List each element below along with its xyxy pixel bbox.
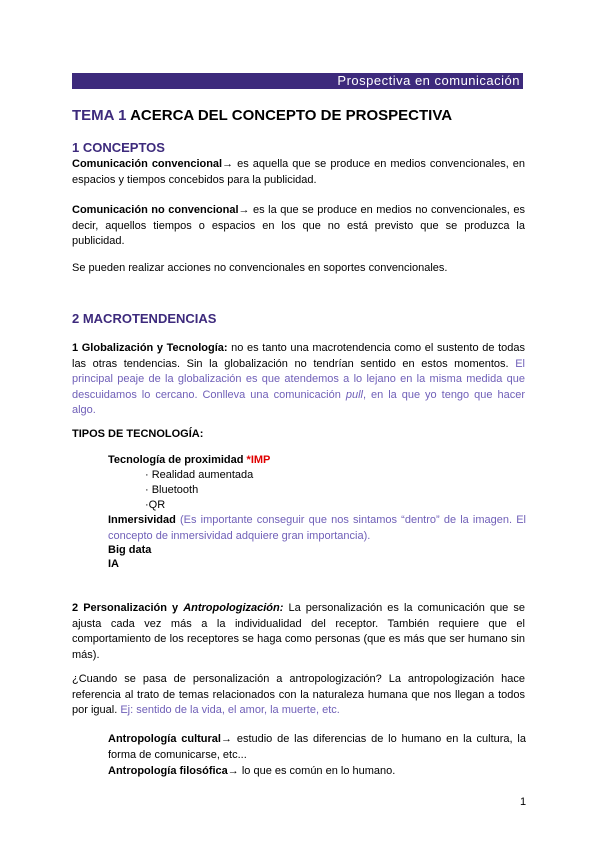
antropologia-cultural-term: Antropología cultural <box>108 733 221 745</box>
tema-number: TEMA 1 <box>72 107 127 124</box>
antropologia-filosofica-text: → lo que es común en lo humano. <box>227 765 396 777</box>
paragraph-globalizacion <box>72 341 525 419</box>
paragraph-acciones: Se pueden realizar acciones no convencionales en soportes convencionales. <box>72 262 448 274</box>
inmersividad-label: Inmersividad <box>108 514 176 526</box>
antropologia-filosofica-term: Antropología filosófica <box>108 765 228 777</box>
antropologia-cultural-text: → estudio de las diferencias de lo humano en la cultura, la forma de comunicarse, etc... <box>108 733 526 761</box>
page-number: 1 <box>520 796 527 808</box>
list-item: · Bluetooth <box>145 484 199 496</box>
page-title <box>72 107 452 124</box>
list-item: ·QR <box>145 499 166 511</box>
big-data-item: Big data <box>108 544 152 556</box>
term-globalizacion: 1 Globalización y Tecnología: <box>72 342 228 354</box>
paragraph-comunicacion-no-convencional <box>72 203 525 250</box>
inmersividad-note: (Es importante conseguir que nos sintamos “dentro” de la imagen. El concepto de inmersividad adquiere gran importancia). <box>108 514 526 542</box>
globalizacion-note: El principal peaje de la globalización es que atendemos a lo lejano en la misma medida que descuidamos lo cercano. Conlleva una comunicación <box>72 357 525 401</box>
antropologizacion-example: Ej: sentido de la vida, el amor, la muerte, etc. <box>120 704 340 716</box>
document-header-bar <box>72 73 523 89</box>
term-comunicacion-no-convencional: Comunicación no convencional <box>72 204 239 216</box>
tema-title: ACERCA DEL CONCEPTO DE PROSPECTIVA <box>126 107 453 124</box>
section-heading-macrotendencias: 2 MACROTENDENCIAS <box>72 311 217 326</box>
pull-term: pull <box>345 388 363 401</box>
personalizacion-text: La personalización es la comunicación que se ajusta cada vez más a la individualidad del receptor. También requiere que el comportamiento de los receptores se haga como personas (que es más que ser humano sin más). <box>72 602 525 661</box>
antropologizacion-term: Antropologización: <box>183 602 284 614</box>
paragraph-personalizacion <box>72 601 525 663</box>
antropologizacion-text: ¿Cuando se pasa de personalización a antropologización? La antropologización hace referencia al trato de temas relacionados con la naturaleza humana que nos llegan a todos por igual. <box>72 673 525 716</box>
globalizacion-note-end: , en la que yo tengo que hacer algo. <box>72 388 525 416</box>
ia-item: IA <box>108 558 119 570</box>
paragraph-comunicacion-convencional <box>72 157 525 188</box>
inmersividad <box>108 513 526 544</box>
header-title: Prospectiva en comunicación <box>337 73 520 88</box>
definition-text: → es aquella que se produce en medios convencionales, en espacios y tiempos concebidos para la publicidad. <box>72 158 526 186</box>
personalizacion-term: 2 Personalización y <box>72 602 184 614</box>
antropologia-filosofica <box>108 764 526 780</box>
paragraph-antropologizacion <box>72 672 525 719</box>
tipos-tecnologia-heading: TIPOS DE TECNOLOGÍA: <box>72 428 204 440</box>
antropologia-cultural <box>108 732 526 763</box>
section-heading-conceptos: 1 CONCEPTOS <box>72 140 165 155</box>
term-comunicacion-convencional: Comunicación convencional <box>72 158 223 170</box>
globalizacion-text: no es tanto una macrotendencia como el sustento de todas las otras tendencias. Sin la globalización no tendrían sentido en estos momentos. <box>72 342 525 370</box>
list-item: · Realidad aumentada <box>145 469 254 481</box>
imp-badge: *IMP <box>246 454 271 466</box>
tecnologia-proximidad <box>108 453 526 469</box>
proximidad-label: Tecnología de proximidad <box>108 454 247 466</box>
definition-text: → es la que se produce en medios no convencionales, es decir, aquellos tiempos o espacios en los que no está previsto que se produzca la publicidad. <box>72 204 525 247</box>
